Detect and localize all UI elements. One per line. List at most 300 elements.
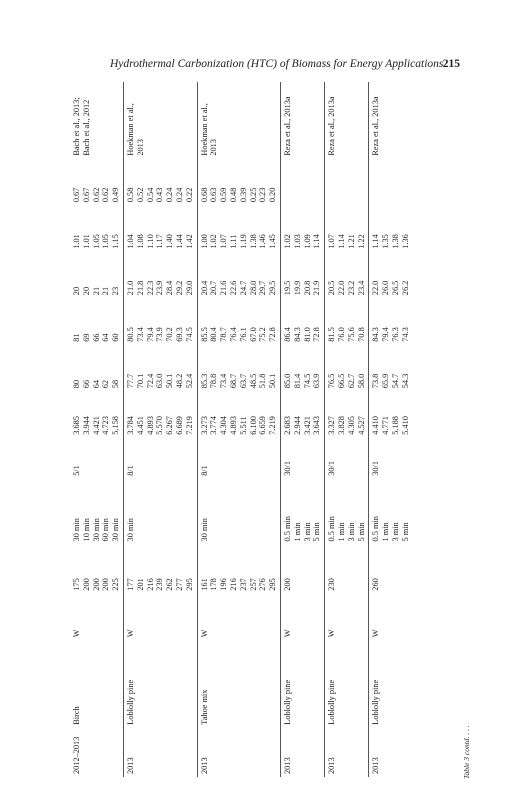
- table-cell-feed: Loblolly pine: [123, 640, 197, 728]
- cell-value: 0.22: [184, 187, 194, 203]
- cell-value: 26.0: [381, 280, 391, 296]
- cell-value: 257: [248, 578, 258, 591]
- cell-value: 6.659: [258, 416, 268, 435]
- table-cell-feed: Tahoe mix: [197, 640, 280, 728]
- table-cell-c6: [325, 159, 369, 206]
- cell-value: 4.771: [381, 416, 391, 435]
- cell-value: 2.944: [292, 416, 302, 435]
- cell-value: 85.0: [282, 373, 292, 389]
- table-row: [325, 82, 369, 777]
- table-cell-c1: [123, 391, 197, 438]
- table-cell-year: 2012–2013: [72, 736, 81, 774]
- cell-value: 60 min: [101, 518, 111, 542]
- cell-value: 51.8: [258, 373, 268, 389]
- cell-value: 84.3: [371, 327, 381, 342]
- cell-value: 74.5: [302, 373, 312, 389]
- cell-value: 66: [91, 333, 101, 342]
- table-cell-time: [197, 479, 280, 545]
- table-row: [70, 82, 123, 777]
- cell-value: 4.410: [371, 416, 381, 435]
- cell-value: 29.2: [174, 280, 184, 296]
- table-cell-temp: [123, 544, 197, 593]
- cell-value: 66: [81, 379, 91, 389]
- table-cell-c6: [280, 159, 324, 206]
- table-cell-time: [325, 479, 369, 545]
- table-cell-c1: [369, 391, 413, 438]
- table-cell-ref: Hoekman et al., 2013: [123, 82, 197, 159]
- cell-value: 0.5 min: [282, 516, 292, 542]
- cell-value: 73.8: [371, 373, 381, 389]
- cell-value: 3.273: [199, 416, 209, 435]
- cell-value: 1.38: [248, 234, 258, 249]
- table-cell-c1: [197, 391, 280, 438]
- cell-value: 262: [165, 578, 175, 591]
- cell-value: 5.570: [155, 416, 165, 435]
- cell-value: 29.5: [268, 280, 278, 296]
- cell-value: 23.9: [155, 280, 165, 296]
- table-cell-c5: [325, 205, 369, 252]
- cell-value: 3.828: [336, 416, 346, 435]
- cell-value: 201: [135, 578, 145, 591]
- cell-value: 70.2: [165, 327, 175, 342]
- cell-value: 81: [72, 333, 81, 342]
- cell-value: 75.2: [258, 327, 268, 342]
- cell-value: 23.2: [346, 280, 356, 296]
- cell-value: 63.9: [312, 373, 322, 389]
- cell-value: 0.59: [219, 187, 229, 203]
- table-cell-time: [369, 479, 413, 545]
- cell-value: 85.5: [199, 327, 209, 342]
- cell-value: 22.3: [145, 280, 155, 296]
- table-cell-c1: [325, 391, 369, 438]
- cell-value: 81.4: [292, 373, 302, 389]
- table-cell-ratio: 5/1: [72, 465, 81, 476]
- cell-value: 0.25: [248, 187, 258, 203]
- table-cell-wa: W: [197, 594, 280, 641]
- cell-value: 161: [199, 578, 209, 591]
- table-cell-c1: [70, 391, 123, 438]
- cell-value: 67.0: [248, 327, 258, 342]
- cell-value: 19.9: [292, 280, 302, 296]
- cell-value: 7.219: [268, 416, 278, 435]
- cell-value: 3.784: [125, 416, 135, 435]
- cell-value: 0.52: [135, 187, 145, 203]
- cell-value: 85.3: [199, 373, 209, 389]
- cell-value: 21: [101, 286, 111, 296]
- cell-value: 1 min: [381, 522, 391, 542]
- running-header: [70, 58, 460, 78]
- cell-value: 0.62: [101, 187, 111, 203]
- cell-value: 295: [268, 578, 278, 591]
- cell-value: 1.22: [356, 234, 366, 249]
- cell-value: 80.4: [209, 327, 219, 342]
- cell-value: 50.1: [268, 373, 278, 389]
- cell-value: 5 min: [312, 522, 322, 542]
- table-cell-c6: [197, 159, 280, 206]
- cell-value: 62.7: [346, 373, 356, 389]
- cell-value: 80.5: [125, 327, 135, 342]
- cell-value: 0.67: [81, 187, 91, 203]
- table-cell-year: 2013: [280, 728, 324, 777]
- table-cell-c3: [369, 298, 413, 345]
- cell-value: 78.7: [219, 327, 229, 342]
- cell-value: 4.893: [145, 416, 155, 435]
- table-cell-c3: [123, 298, 197, 345]
- cell-value: 6.100: [248, 416, 258, 435]
- table-cell-ratio: 8/1: [123, 438, 197, 479]
- cell-value: 58: [111, 379, 121, 389]
- cell-value: 77.7: [125, 373, 135, 389]
- cell-value: 1.17: [155, 234, 165, 249]
- cell-value: 216: [228, 578, 238, 591]
- cell-value: 0.20: [268, 187, 278, 203]
- cell-value: 0.24: [174, 187, 184, 203]
- table-cell-feed: Birch: [72, 706, 81, 725]
- table-cell-year: 2013: [197, 728, 280, 777]
- cell-value: 0.68: [199, 187, 209, 203]
- cell-value: 3 min: [346, 522, 356, 542]
- cell-value: 0.67: [72, 187, 81, 203]
- cell-value: 76.4: [228, 327, 238, 342]
- cell-value: 200: [282, 578, 292, 591]
- table-cell-ref: Reza et al., 2013a: [280, 82, 324, 159]
- cell-value: 5.511: [238, 416, 248, 435]
- cell-value: 178: [209, 578, 219, 591]
- cell-value: 5.158: [111, 416, 121, 435]
- cell-value: 7.219: [184, 416, 194, 435]
- cell-value: 230: [327, 578, 337, 591]
- table-cell-ratio: 30/1: [325, 438, 369, 479]
- table-cell-c4: [369, 252, 413, 299]
- cell-value: 20.8: [302, 280, 312, 296]
- table-cell-c6: [123, 159, 197, 206]
- table-cell-c4: [123, 252, 197, 299]
- cell-value: 29.7: [258, 280, 268, 296]
- table-cell-c5: [369, 205, 413, 252]
- cell-value: 3.327: [327, 416, 337, 435]
- table-cell-feed: Loblolly pine: [369, 640, 413, 728]
- cell-value: 21.0: [125, 280, 135, 296]
- table-cell-c6: [369, 159, 413, 206]
- cell-value: 30 min: [111, 518, 121, 542]
- table-cell-year: 2013: [123, 728, 197, 777]
- cell-value: 66.5: [336, 373, 346, 389]
- cell-value: 64: [101, 333, 111, 342]
- table-cell-c2: [369, 345, 413, 392]
- cell-value: 76.3: [390, 327, 400, 342]
- cell-value: 84.3: [292, 327, 302, 342]
- table-cell-feed: Loblolly pine: [325, 640, 369, 728]
- table-cell-c5: [280, 205, 324, 252]
- cell-value: 21.8: [135, 280, 145, 296]
- cell-value: 1 min: [336, 522, 346, 542]
- cell-value: 48.5: [248, 373, 258, 389]
- cell-value: 4.893: [228, 416, 238, 435]
- cell-value: 30 min: [199, 518, 209, 542]
- cell-value: 4.305: [346, 416, 356, 435]
- cell-value: 20.7: [209, 280, 219, 296]
- cell-value: 0.39: [238, 187, 248, 203]
- cell-value: 52.4: [184, 373, 194, 389]
- cell-value: 70.8: [356, 327, 366, 342]
- cell-value: 1.07: [327, 234, 337, 249]
- table-cell-time: [280, 479, 324, 545]
- cell-value: 20: [72, 286, 81, 296]
- cell-value: 20.5: [327, 280, 337, 296]
- cell-value: 3 min: [302, 522, 312, 542]
- cell-value: 4.421: [91, 416, 101, 435]
- cell-value: 21.9: [312, 280, 322, 296]
- cell-value: 79.4: [145, 327, 155, 342]
- cell-value: 0.62: [91, 187, 101, 203]
- cell-value: 239: [155, 578, 165, 591]
- cell-value: 5 min: [400, 522, 410, 542]
- cell-value: 1.01: [81, 234, 91, 249]
- cell-value: 1.04: [125, 234, 135, 249]
- cell-value: 21: [91, 286, 101, 296]
- cell-value: 81.0: [302, 327, 312, 342]
- cell-value: 0.5 min: [371, 516, 381, 542]
- table-cell-c2: [325, 345, 369, 392]
- cell-value: 1.14: [312, 234, 322, 249]
- cell-value: 50.1: [165, 373, 175, 389]
- cell-value: 200: [101, 578, 111, 591]
- table-cell-c5: [123, 205, 197, 252]
- data-table: [70, 82, 413, 777]
- cell-value: 1.21: [346, 234, 356, 249]
- cell-value: 1.44: [174, 234, 184, 249]
- cell-value: 22.0: [336, 280, 346, 296]
- cell-value: 0.48: [228, 187, 238, 203]
- table-cell-wa: W: [280, 594, 324, 641]
- cell-value: 79.4: [381, 327, 391, 342]
- table-cell-wa: W: [123, 594, 197, 641]
- cell-value: 30 min: [91, 518, 101, 542]
- cell-value: 0.23: [258, 187, 268, 203]
- table-cell-c4: [70, 252, 123, 299]
- cell-value: 276: [258, 578, 268, 591]
- cell-value: 0.5 min: [327, 516, 337, 542]
- table-cell-wa: W: [72, 629, 81, 638]
- cell-value: 69: [81, 333, 91, 342]
- cell-value: 1.09: [302, 234, 312, 249]
- table-cell-c5: [197, 205, 280, 252]
- rotated-table-container: [70, 82, 470, 777]
- cell-value: 80: [72, 379, 81, 389]
- cell-value: 1.36: [400, 234, 410, 249]
- cell-value: 5 min: [356, 522, 366, 542]
- table-cell-temp: [197, 544, 280, 593]
- cell-value: 1.00: [199, 234, 209, 249]
- table-continued-note: Table 3 contd. . . .: [462, 725, 471, 779]
- cell-value: 28.0: [248, 280, 258, 296]
- cell-value: 175: [72, 578, 81, 591]
- cell-value: 5.410: [400, 416, 410, 435]
- cell-value: 81.5: [327, 327, 337, 342]
- table-cell-temp: [70, 544, 123, 593]
- table-cell-wa: W: [325, 594, 369, 641]
- cell-value: 22.6: [228, 280, 238, 296]
- cell-value: 200: [91, 578, 101, 591]
- cell-value: 3.685: [72, 416, 81, 435]
- cell-value: 58.0: [356, 373, 366, 389]
- table-cell-wa: W: [369, 594, 413, 641]
- cell-value: 2.683: [282, 416, 292, 435]
- cell-value: 68.7: [228, 373, 238, 389]
- table-cell-c3: [280, 298, 324, 345]
- table-cell-ratio: 30/1: [369, 438, 413, 479]
- table-cell-c3: [70, 298, 123, 345]
- cell-value: 4.451: [135, 416, 145, 435]
- table-cell-ratio: 30/1: [280, 438, 324, 479]
- cell-value: 1.15: [111, 234, 121, 249]
- cell-value: 1.38: [390, 234, 400, 249]
- cell-value: 0.63: [209, 187, 219, 203]
- cell-value: 24.7: [238, 280, 248, 296]
- cell-value: 1.19: [238, 234, 248, 249]
- cell-value: 0.58: [125, 187, 135, 203]
- cell-value: 216: [145, 578, 155, 591]
- cell-value: 26.2: [400, 280, 410, 296]
- cell-value: 22.0: [371, 280, 381, 296]
- cell-value: 76.0: [336, 327, 346, 342]
- cell-value: 277: [174, 578, 184, 591]
- cell-value: 64: [91, 379, 101, 389]
- cell-value: 1.11: [228, 234, 238, 249]
- cell-value: 73.9: [155, 327, 165, 342]
- cell-value: 1.08: [135, 234, 145, 249]
- cell-value: 21.6: [219, 280, 229, 296]
- table-cell-c2: [197, 345, 280, 392]
- cell-value: 5.188: [390, 416, 400, 435]
- cell-value: 6.267: [165, 416, 175, 435]
- cell-value: 29.0: [184, 280, 194, 296]
- table-cell-year: 2013: [369, 728, 413, 777]
- table-cell-feed: Loblolly pine: [280, 640, 324, 728]
- cell-value: 3.643: [312, 416, 322, 435]
- cell-value: 0.24: [165, 187, 175, 203]
- cell-value: 4.723: [101, 416, 111, 435]
- table-cell-temp: [280, 544, 324, 593]
- cell-value: 3 min: [390, 522, 400, 542]
- cell-value: 20: [81, 286, 91, 296]
- cell-value: 1.05: [101, 234, 111, 249]
- table-row: [123, 82, 197, 777]
- table-cell-c2: [280, 345, 324, 392]
- cell-value: 70.1: [135, 373, 145, 389]
- cell-value: 72.8: [268, 327, 278, 342]
- cell-value: 1.10: [145, 234, 155, 249]
- cell-value: 86.4: [282, 327, 292, 342]
- table-cell-ref: Reza et al., 2013a: [325, 82, 369, 159]
- cell-value: 1.42: [184, 234, 194, 249]
- table-cell-c1: [280, 391, 324, 438]
- table-row: [280, 82, 324, 777]
- table-cell-ref: Bach et al., 2013; Bach et al., 2012: [72, 97, 91, 156]
- cell-value: 72.8: [312, 327, 322, 342]
- table-row: [197, 82, 280, 777]
- cell-value: 10 min: [81, 518, 91, 542]
- cell-value: 295: [184, 578, 194, 591]
- cell-value: 1.35: [381, 234, 391, 249]
- table-cell-ratio: 8/1: [197, 438, 280, 479]
- cell-value: 1.40: [165, 234, 175, 249]
- cell-value: 0.49: [111, 187, 121, 203]
- cell-value: 75.6: [346, 327, 356, 342]
- cell-value: 1.03: [292, 234, 302, 249]
- table-cell-c2: [70, 345, 123, 392]
- cell-value: 1.46: [258, 234, 268, 249]
- cell-value: 1.45: [268, 234, 278, 249]
- cell-value: 65.9: [381, 373, 391, 389]
- cell-value: 73.4: [135, 327, 145, 342]
- cell-value: 1 min: [292, 522, 302, 542]
- cell-value: 1.02: [209, 234, 219, 249]
- cell-value: 73.4: [219, 373, 229, 389]
- cell-value: 4.527: [356, 416, 366, 435]
- table-cell-c5: [70, 205, 123, 252]
- cell-value: 1.01: [72, 234, 81, 249]
- table-cell-time: [123, 479, 197, 545]
- table-cell-temp: [369, 544, 413, 593]
- cell-value: 74.5: [184, 327, 194, 342]
- cell-value: 26.5: [390, 280, 400, 296]
- cell-value: 1.02: [282, 234, 292, 249]
- cell-value: 225: [111, 578, 121, 591]
- cell-value: 3.944: [81, 416, 91, 435]
- cell-value: 63.0: [155, 373, 165, 389]
- cell-value: 78.8: [209, 373, 219, 389]
- table-cell-year: 2013: [325, 728, 369, 777]
- cell-value: 62: [101, 379, 111, 389]
- cell-value: 1.05: [91, 234, 101, 249]
- cell-value: 177: [125, 578, 135, 591]
- cell-value: 48.2: [174, 373, 184, 389]
- cell-value: 69.3: [174, 327, 184, 342]
- table-cell-c4: [325, 252, 369, 299]
- cell-value: 30 min: [72, 518, 81, 542]
- cell-value: 54.3: [400, 373, 410, 389]
- cell-value: 54.7: [390, 373, 400, 389]
- cell-value: 3.421: [302, 416, 312, 435]
- cell-value: 28.4: [165, 280, 175, 296]
- table-cell-temp: [325, 544, 369, 593]
- table-cell-c2: [123, 345, 197, 392]
- cell-value: 260: [371, 578, 381, 591]
- cell-value: 23: [111, 286, 121, 296]
- cell-value: 200: [81, 578, 91, 591]
- cell-value: 30 min: [125, 518, 135, 542]
- table-cell-ref: Reza et al., 2013a: [369, 82, 413, 159]
- cell-value: 196: [219, 578, 229, 591]
- table-row: [369, 82, 413, 777]
- cell-value: 0.54: [145, 187, 155, 203]
- table-cell-c6: [70, 159, 123, 206]
- cell-value: 1.14: [371, 234, 381, 249]
- table-cell-c4: [197, 252, 280, 299]
- cell-value: 72.4: [145, 373, 155, 389]
- cell-value: 4.304: [219, 416, 229, 435]
- table-cell-c4: [280, 252, 324, 299]
- cell-value: 63.7: [238, 373, 248, 389]
- table-cell-time: [70, 479, 123, 545]
- cell-value: 74.3: [400, 327, 410, 342]
- cell-value: 1.07: [219, 234, 229, 249]
- running-title: Hydrothermal Carbonization (HTC) of Biomass for Energy Applications: [110, 58, 444, 70]
- cell-value: 76.1: [238, 327, 248, 342]
- cell-value: 60: [111, 333, 121, 342]
- cell-value: 6.689: [174, 416, 184, 435]
